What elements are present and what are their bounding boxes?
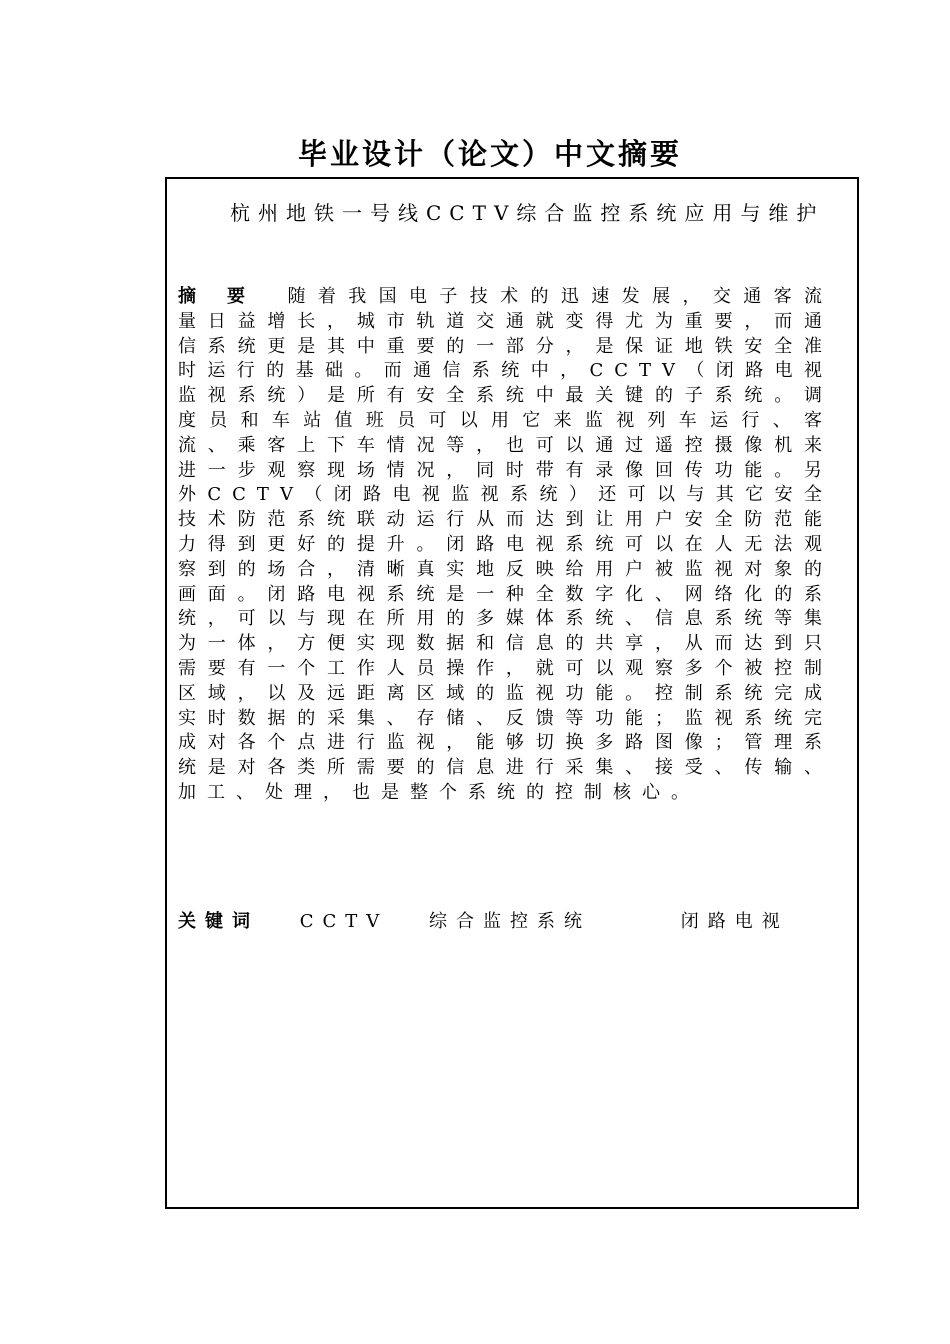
abstract-paragraph (178, 285, 833, 806)
abstract-frame (165, 177, 859, 1209)
keyword-item: 综合监控系统 (429, 911, 592, 932)
keywords-label: 关键词 (178, 911, 259, 932)
abstract-label: 摘 要 (178, 286, 258, 307)
keywords-line (178, 907, 815, 933)
abstract-text: 随着我国电子技术的迅速发展，交通客流量日益增长，城市轨道交通就变得尤为重要，而通信系统更是其中重要的一部分，是保证地铁安全准时运行的基础。而通信系统中，CCTV（闭路电视监视系统）是所有安全系统中最关键的子系统。调度员和车站值班员可以用它来监视列车运行、客流、乘客上下车情况等，也可以通过遥控摄像机来进一步观察现场情况，同时带有录像回传功能。另外CCTV（闭路电视监视系统）还可以与其它安全技术防范系统联动运行从而达到让用户安全防范能力得到更好的提升。闭路电视系统可以在人无法观察到的场合，清晰真实地反映给用户被监视对象的画面。闭路电视系统是一种全数字化、网络化的系统，可以与现在所用的多媒体系统、信息系统等集为一体，方便实现数据和信息的共享，从而达到只需要有一个工作人员操作，就可以观察多个被控制区域，以及远距离区域的监视功能。控制系统完成实时数据的采集、存储、反馈等功能；监视系统完成对各个点进行监视，能够切换多路图像；管理系统是对各类所需要的信息进行采集、接受、传输、加工、处理，也是整个系统的控制核心。 (178, 286, 833, 803)
keyword-item: 闭路电视 (680, 911, 789, 932)
thesis-title: 杭州地铁一号线CCTV综合监控系统应用与维护 (230, 201, 825, 225)
page-title: 毕业设计（论文）中文摘要 (297, 137, 682, 171)
keyword-item: CCTV (299, 911, 389, 932)
